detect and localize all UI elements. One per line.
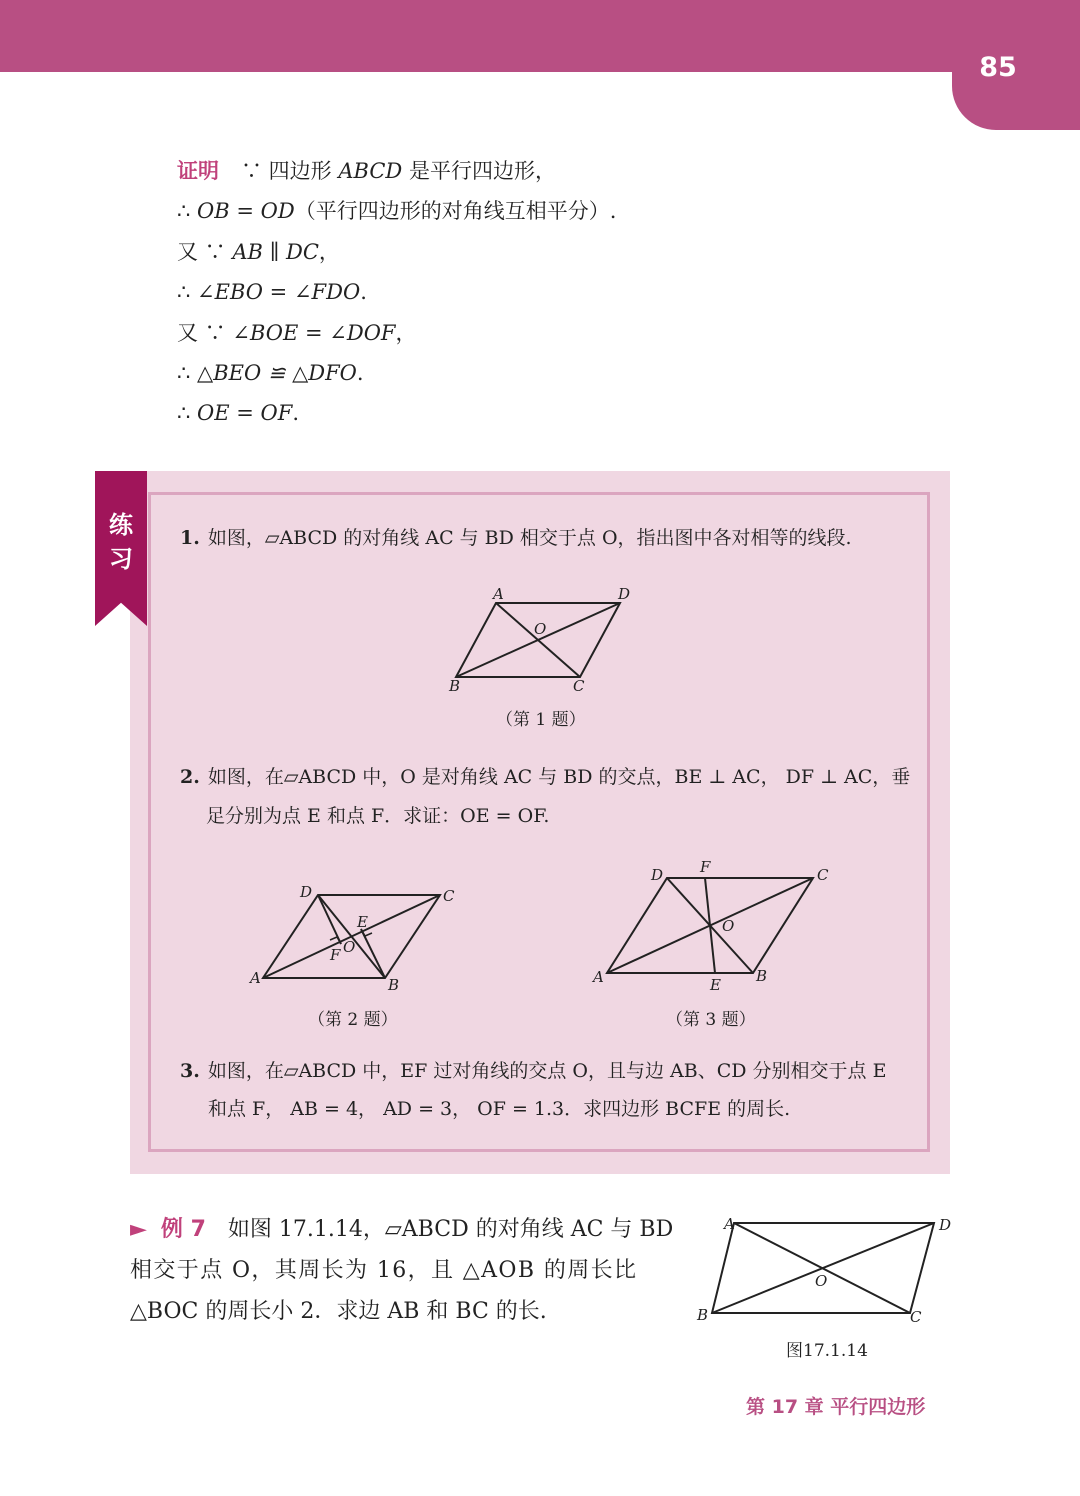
exercise-3-line-2: 和点 F， AB = 4， AD = 3， OF = 1.3．求四边形 BCFE 的周长.	[208, 1098, 791, 1120]
label-b: B	[449, 677, 461, 695]
example-7-line-1: ► 例 7 如图 17.1.14，▱ABCD 的对角线 AC 与 BD	[130, 1217, 674, 1242]
footer-chapter-title: 第 17 章 平行四边形	[746, 1396, 926, 1418]
proof-line-7: ∴ OE = OF.	[177, 401, 300, 425]
diagonal-bd-2	[318, 895, 385, 978]
example-7-line-2: 相交于点 O，其周长为 16，且 △AOB 的周长比	[130, 1258, 638, 1283]
label-a-3: A	[593, 968, 604, 986]
label-o: O	[534, 620, 547, 638]
example-7-line-3: △BOC 的周长小 2．求边 AB 和 BC 的长.	[130, 1299, 547, 1324]
practice-label-char: 练	[109, 511, 133, 539]
exercise-2-line-1: 2. 如图，在▱ABCD 中，O 是对角线 AC 与 BD 的交点，BE ⊥ AC， DF ⊥ AC，垂	[180, 766, 911, 788]
exercise-3-line-1: 3. 如图，在▱ABCD 中，EF 过对角线的交点 O，且与边 AB、CD 分别相交于点 E	[180, 1060, 887, 1082]
exercise-2-caption: （第 2 题）	[308, 1010, 398, 1030]
practice-label	[95, 508, 147, 576]
figure-17-1-14	[690, 1208, 960, 1333]
practice-label-char: 习	[109, 545, 133, 573]
proof-line-1: 证明 ∵ 四边形 ABCD 是平行四边形，	[177, 159, 556, 183]
label-a-2: A	[250, 969, 261, 987]
header-band	[0, 0, 1080, 72]
page-number: 85	[979, 52, 1017, 83]
label-a: A	[493, 585, 504, 603]
proof-label: 证明	[177, 159, 219, 183]
label-e-3: E	[710, 976, 721, 994]
exercise-3-figure	[585, 855, 835, 994]
exercise-2-figure	[245, 875, 475, 1000]
label-b-2: B	[388, 976, 400, 994]
proof-line-6: ∴ △BEO ≌ △DFO.	[177, 361, 364, 385]
label-o-2: O	[343, 938, 356, 956]
exercise-1-figure	[440, 580, 650, 695]
exercise-1-text: 1. 如图，▱ABCD 的对角线 AC 与 BD 相交于点 O，指出图中各对相等的线段.	[180, 527, 852, 549]
label-c: C	[573, 677, 585, 695]
proof-line-2: ∴ OB = OD（平行四边形的对角线互相平分）.	[177, 199, 617, 223]
label-c-2: C	[443, 887, 455, 905]
figure-caption: 图17.1.14	[786, 1341, 868, 1361]
exercise-1-caption: （第 1 题）	[496, 710, 586, 730]
label-e-2: E	[357, 913, 368, 931]
label-f-3: F	[700, 858, 711, 876]
label-d: D	[618, 585, 631, 603]
label-a-fig: A	[724, 1215, 735, 1233]
segment-ef	[705, 878, 715, 973]
exercise-3-caption: （第 3 题）	[666, 1010, 756, 1030]
diagonal-bd	[456, 603, 620, 677]
label-f-2: F	[330, 946, 341, 964]
label-d-2: D	[300, 883, 313, 901]
example-title: 例 7	[160, 1217, 206, 1242]
proof-line-4: ∴ ∠EBO = ∠FDO.	[177, 280, 367, 304]
proof-line-3: 又 ∵ AB ∥ DC，	[177, 240, 340, 264]
label-c-fig: C	[910, 1308, 922, 1326]
example-marker-icon: ►	[130, 1217, 147, 1242]
proof-line-5: 又 ∵ ∠BOE = ∠DOF，	[177, 321, 417, 345]
exercise-2-line-2: 足分别为点 E 和点 F．求证：OE = OF.	[206, 805, 550, 827]
label-o-fig: O	[815, 1272, 828, 1290]
label-c-3: C	[817, 866, 829, 884]
diagonal-bd-fig	[712, 1223, 934, 1313]
label-o-3: O	[722, 917, 735, 935]
label-d-3: D	[651, 866, 664, 884]
label-d-fig: D	[939, 1216, 952, 1234]
label-b-3: B	[756, 967, 768, 985]
label-b-fig: B	[697, 1306, 709, 1324]
